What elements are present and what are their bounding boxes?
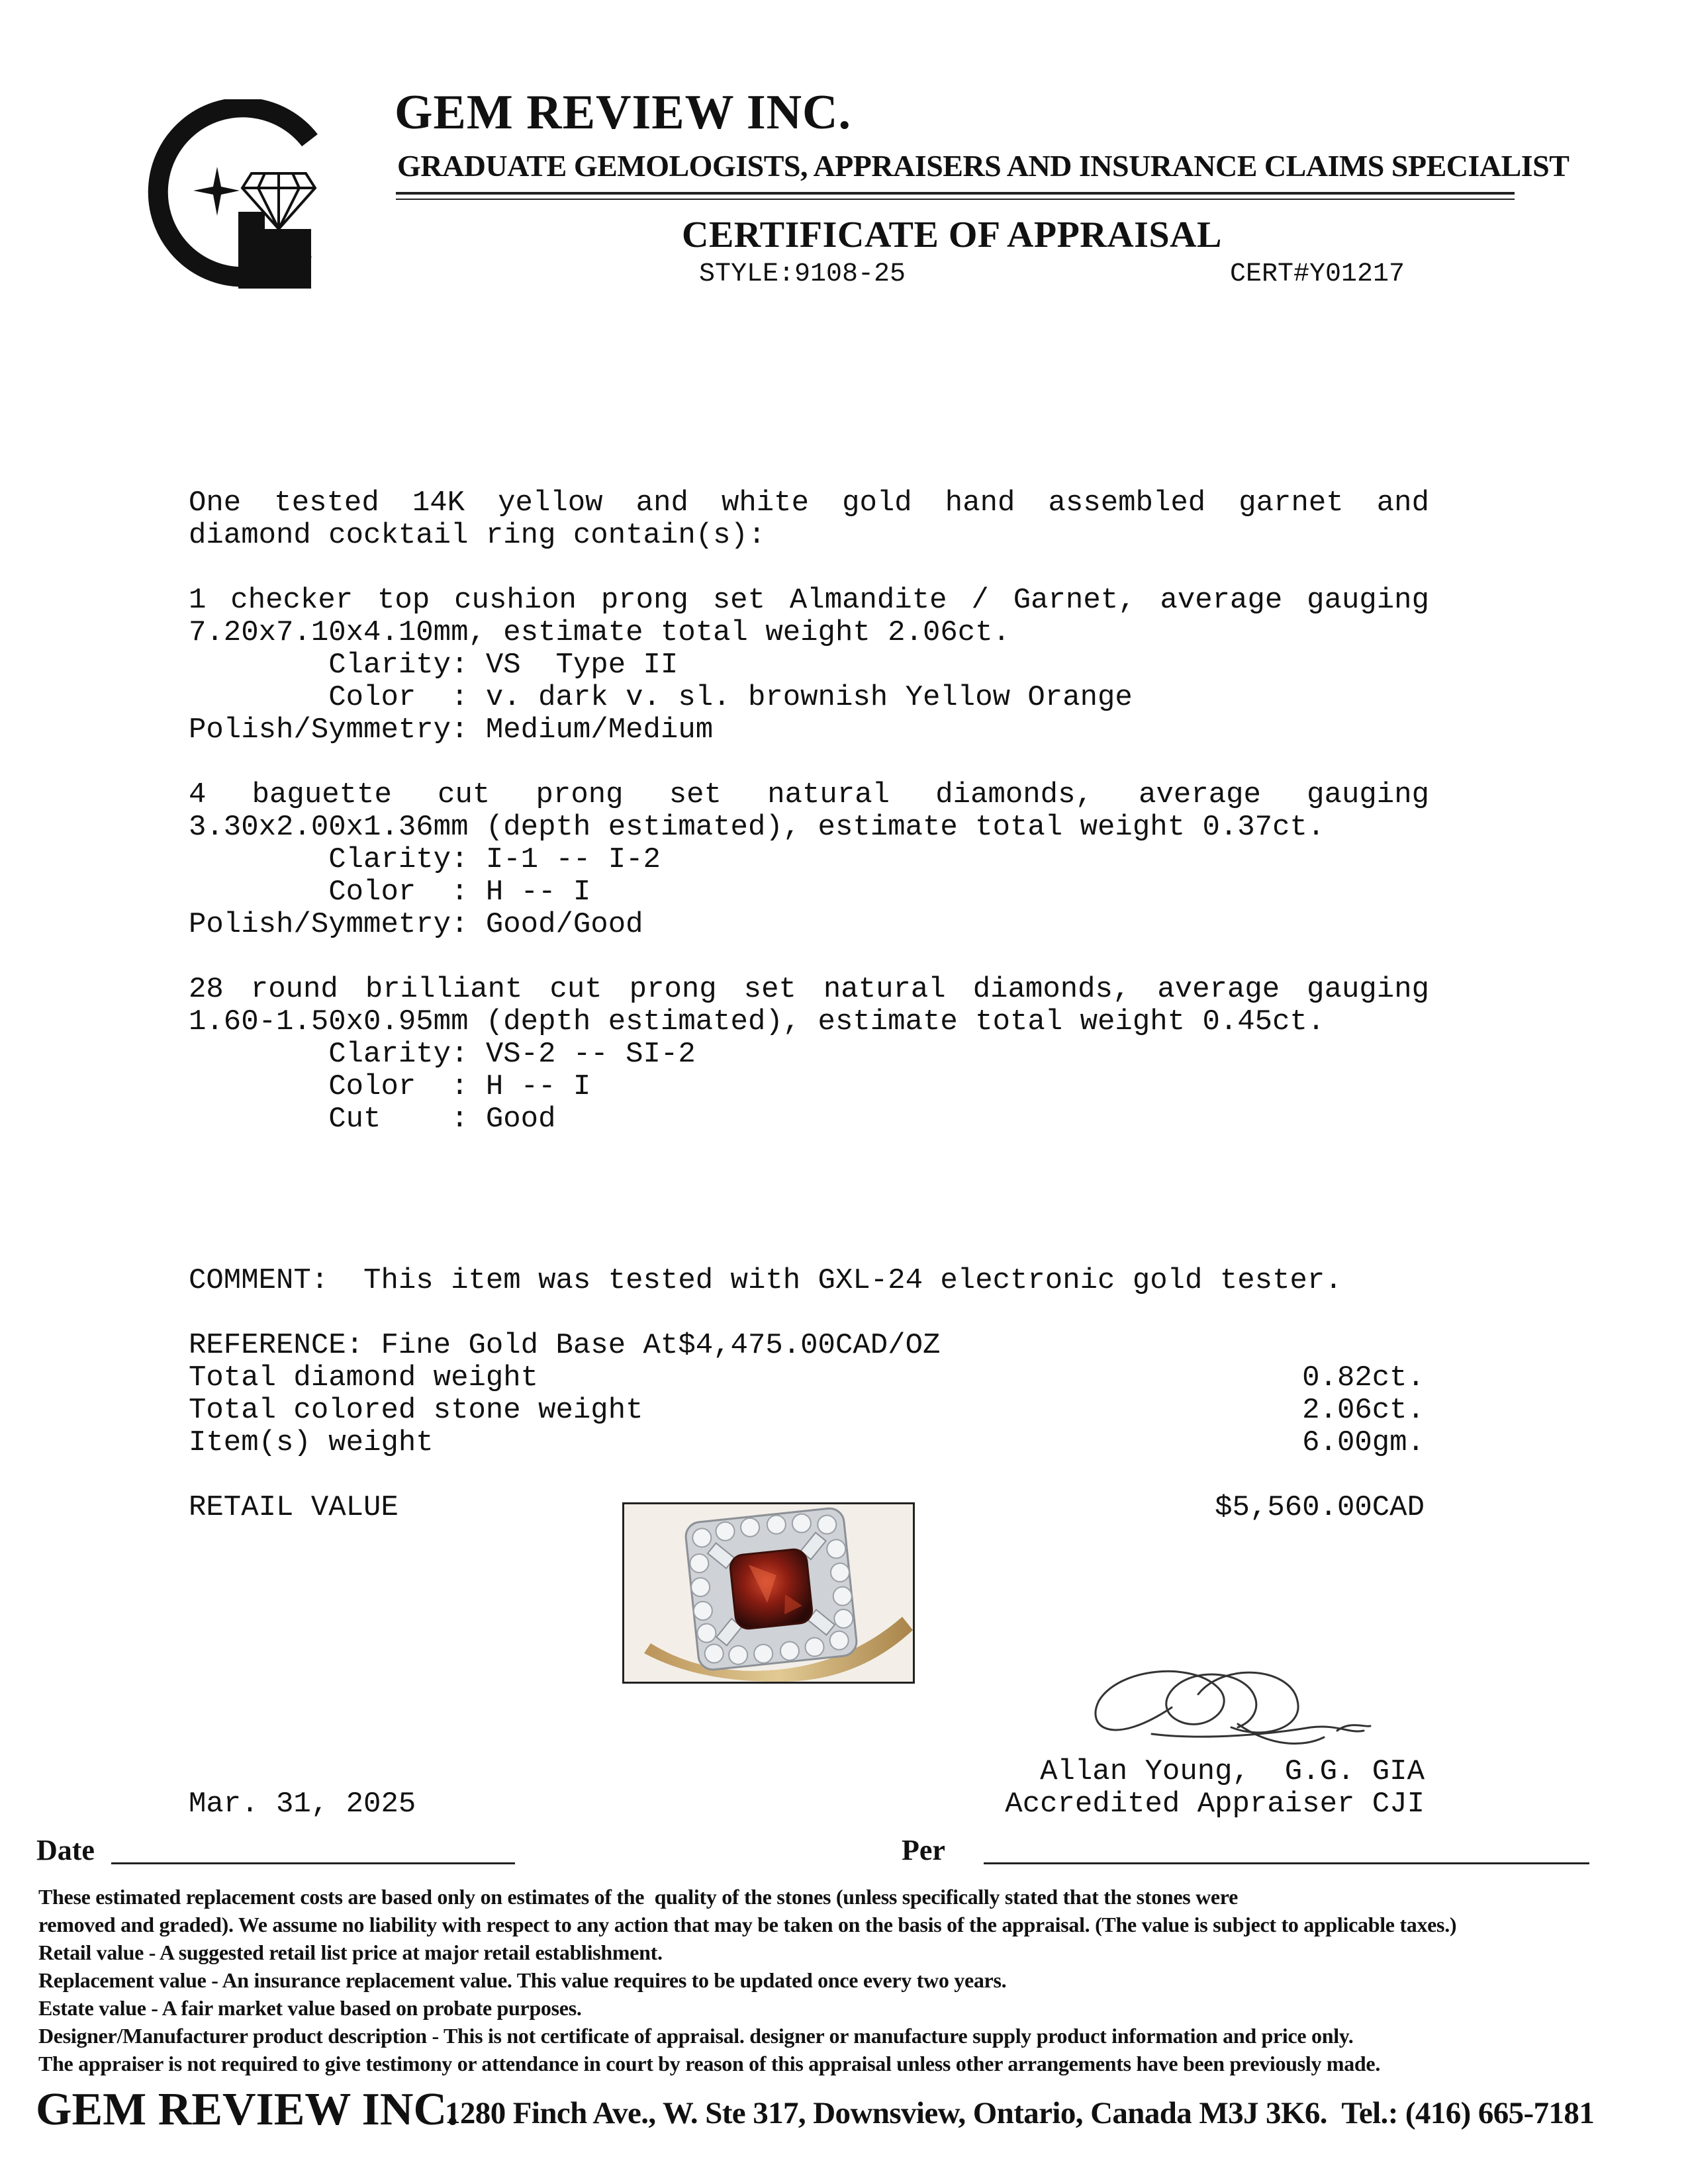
- footer-company-name: GEM REVIEW INC.: [36, 2084, 459, 2135]
- date-signature-line: [111, 1862, 515, 1864]
- stone2-line-1: 4 baguette cut prong set natural diamonds, average gauging: [189, 778, 1429, 811]
- certificate-number: CERT#Y01217: [1230, 259, 1405, 289]
- gold-reference: REFERENCE: Fine Gold Base At$4,475.00CAD/OZ: [189, 1329, 941, 1362]
- company-name: GEM REVIEW INC.: [395, 85, 851, 140]
- colored-weight-value: 2.06ct.: [1302, 1394, 1425, 1427]
- intro-line-1: One tested 14K yellow and white gold hand assembled garnet and: [189, 486, 1429, 520]
- disclaimer-line-1: These estimated replacement costs are based only on estimates of the quality of the stones (unless specifically stated that the stones were: [38, 1885, 1239, 1909]
- gem-review-logo: [139, 99, 338, 304]
- intro-line-2: diamond cocktail ring contain(s):: [189, 519, 766, 552]
- disclaimer-line-4: Replacement value - An insurance replacement value. This value requires to be updated once every two years.: [38, 1968, 1007, 1992]
- appraiser-name: Allan Young, G.G. GIA: [1040, 1755, 1425, 1788]
- per-signature-line: [984, 1862, 1589, 1864]
- appraisal-date: Mar. 31, 2025: [189, 1788, 416, 1821]
- diamond-weight-label: Total diamond weight: [189, 1361, 539, 1394]
- stone2-color: Color : H -- I: [189, 876, 591, 909]
- per-label: Per: [902, 1834, 945, 1866]
- header-rule-thin: [396, 199, 1515, 200]
- header-rule-thick: [396, 192, 1515, 195]
- company-tagline: GRADUATE GEMOLOGISTS, APPRAISERS AND INSURANCE CLAIMS SPECIALIST: [397, 149, 1570, 183]
- stone3-line-2: 1.60-1.50x0.95mm (depth estimated), estimate total weight 0.45ct.: [189, 1005, 1325, 1038]
- style-number: STYLE:9108-25: [699, 259, 906, 289]
- stone1-polish: Polish/Symmetry: Medium/Medium: [189, 713, 714, 747]
- disclaimer-line-2: removed and graded). We assume no liability with respect to any action that may be taken on the basis of the appraisal. (The value is subject to applicable taxes.): [38, 1913, 1457, 1936]
- stone3-line-1: 28 round brilliant cut prong set natural diamonds, average gauging: [189, 973, 1429, 1006]
- retail-value-label: RETAIL VALUE: [189, 1491, 399, 1524]
- disclaimer-line-5: Estate value - A fair market value based on probate purposes.: [38, 1996, 582, 2020]
- disclaimer-line-3: Retail value - A suggested retail list price at major retail establishment.: [38, 1940, 663, 1964]
- stone3-clarity: Clarity: VS-2 -- SI-2: [189, 1038, 696, 1071]
- certificate-title: CERTIFICATE OF APPRAISAL: [682, 214, 1222, 255]
- appraiser-title: Accredited Appraiser CJI: [1005, 1788, 1425, 1821]
- ring-photo: [622, 1502, 915, 1684]
- stone1-color: Color : v. dark v. sl. brownish Yellow Orange: [189, 681, 1133, 714]
- disclaimer-line-6: Designer/Manufacturer product description - This is not certificate of appraisal. designer or manufacture supply product information and price only.: [38, 2024, 1354, 2048]
- disclaimer-line-7: The appraiser is not required to give testimony or attendance in court by reason of this appraisal unless other arrangements have been previously made.: [38, 2052, 1381, 2075]
- stone1-clarity: Clarity: VS Type II: [189, 649, 679, 682]
- item-weight-label: Item(s) weight: [189, 1426, 434, 1459]
- appraiser-signature: [1072, 1648, 1417, 1754]
- stone1-line-1: 1 checker top cushion prong set Almandite / Garnet, average gauging: [189, 584, 1429, 617]
- stone2-clarity: Clarity: I-1 -- I-2: [189, 843, 661, 876]
- stone1-line-2: 7.20x7.10x4.10mm, estimate total weight 2.06ct.: [189, 616, 1011, 649]
- stone3-color: Color : H -- I: [189, 1070, 591, 1103]
- diamond-weight-value: 0.82ct.: [1302, 1361, 1425, 1394]
- item-weight-value: 6.00gm.: [1302, 1426, 1425, 1459]
- date-label: Date: [36, 1834, 95, 1866]
- stone3-cut: Cut : Good: [189, 1103, 556, 1136]
- retail-value-amount: $5,560.00CAD: [1215, 1491, 1425, 1524]
- comment: COMMENT: This item was tested with GXL-24 electronic gold tester.: [189, 1264, 1342, 1297]
- stone2-line-2: 3.30x2.00x1.36mm (depth estimated), estimate total weight 0.37ct.: [189, 811, 1325, 844]
- footer-address: 1280 Finch Ave., W. Ste 317, Downsview, Ontario, Canada M3J 3K6. Tel.: (416) 665-7181: [445, 2096, 1595, 2130]
- colored-weight-label: Total colored stone weight: [189, 1394, 643, 1427]
- stone2-polish: Polish/Symmetry: Good/Good: [189, 908, 643, 941]
